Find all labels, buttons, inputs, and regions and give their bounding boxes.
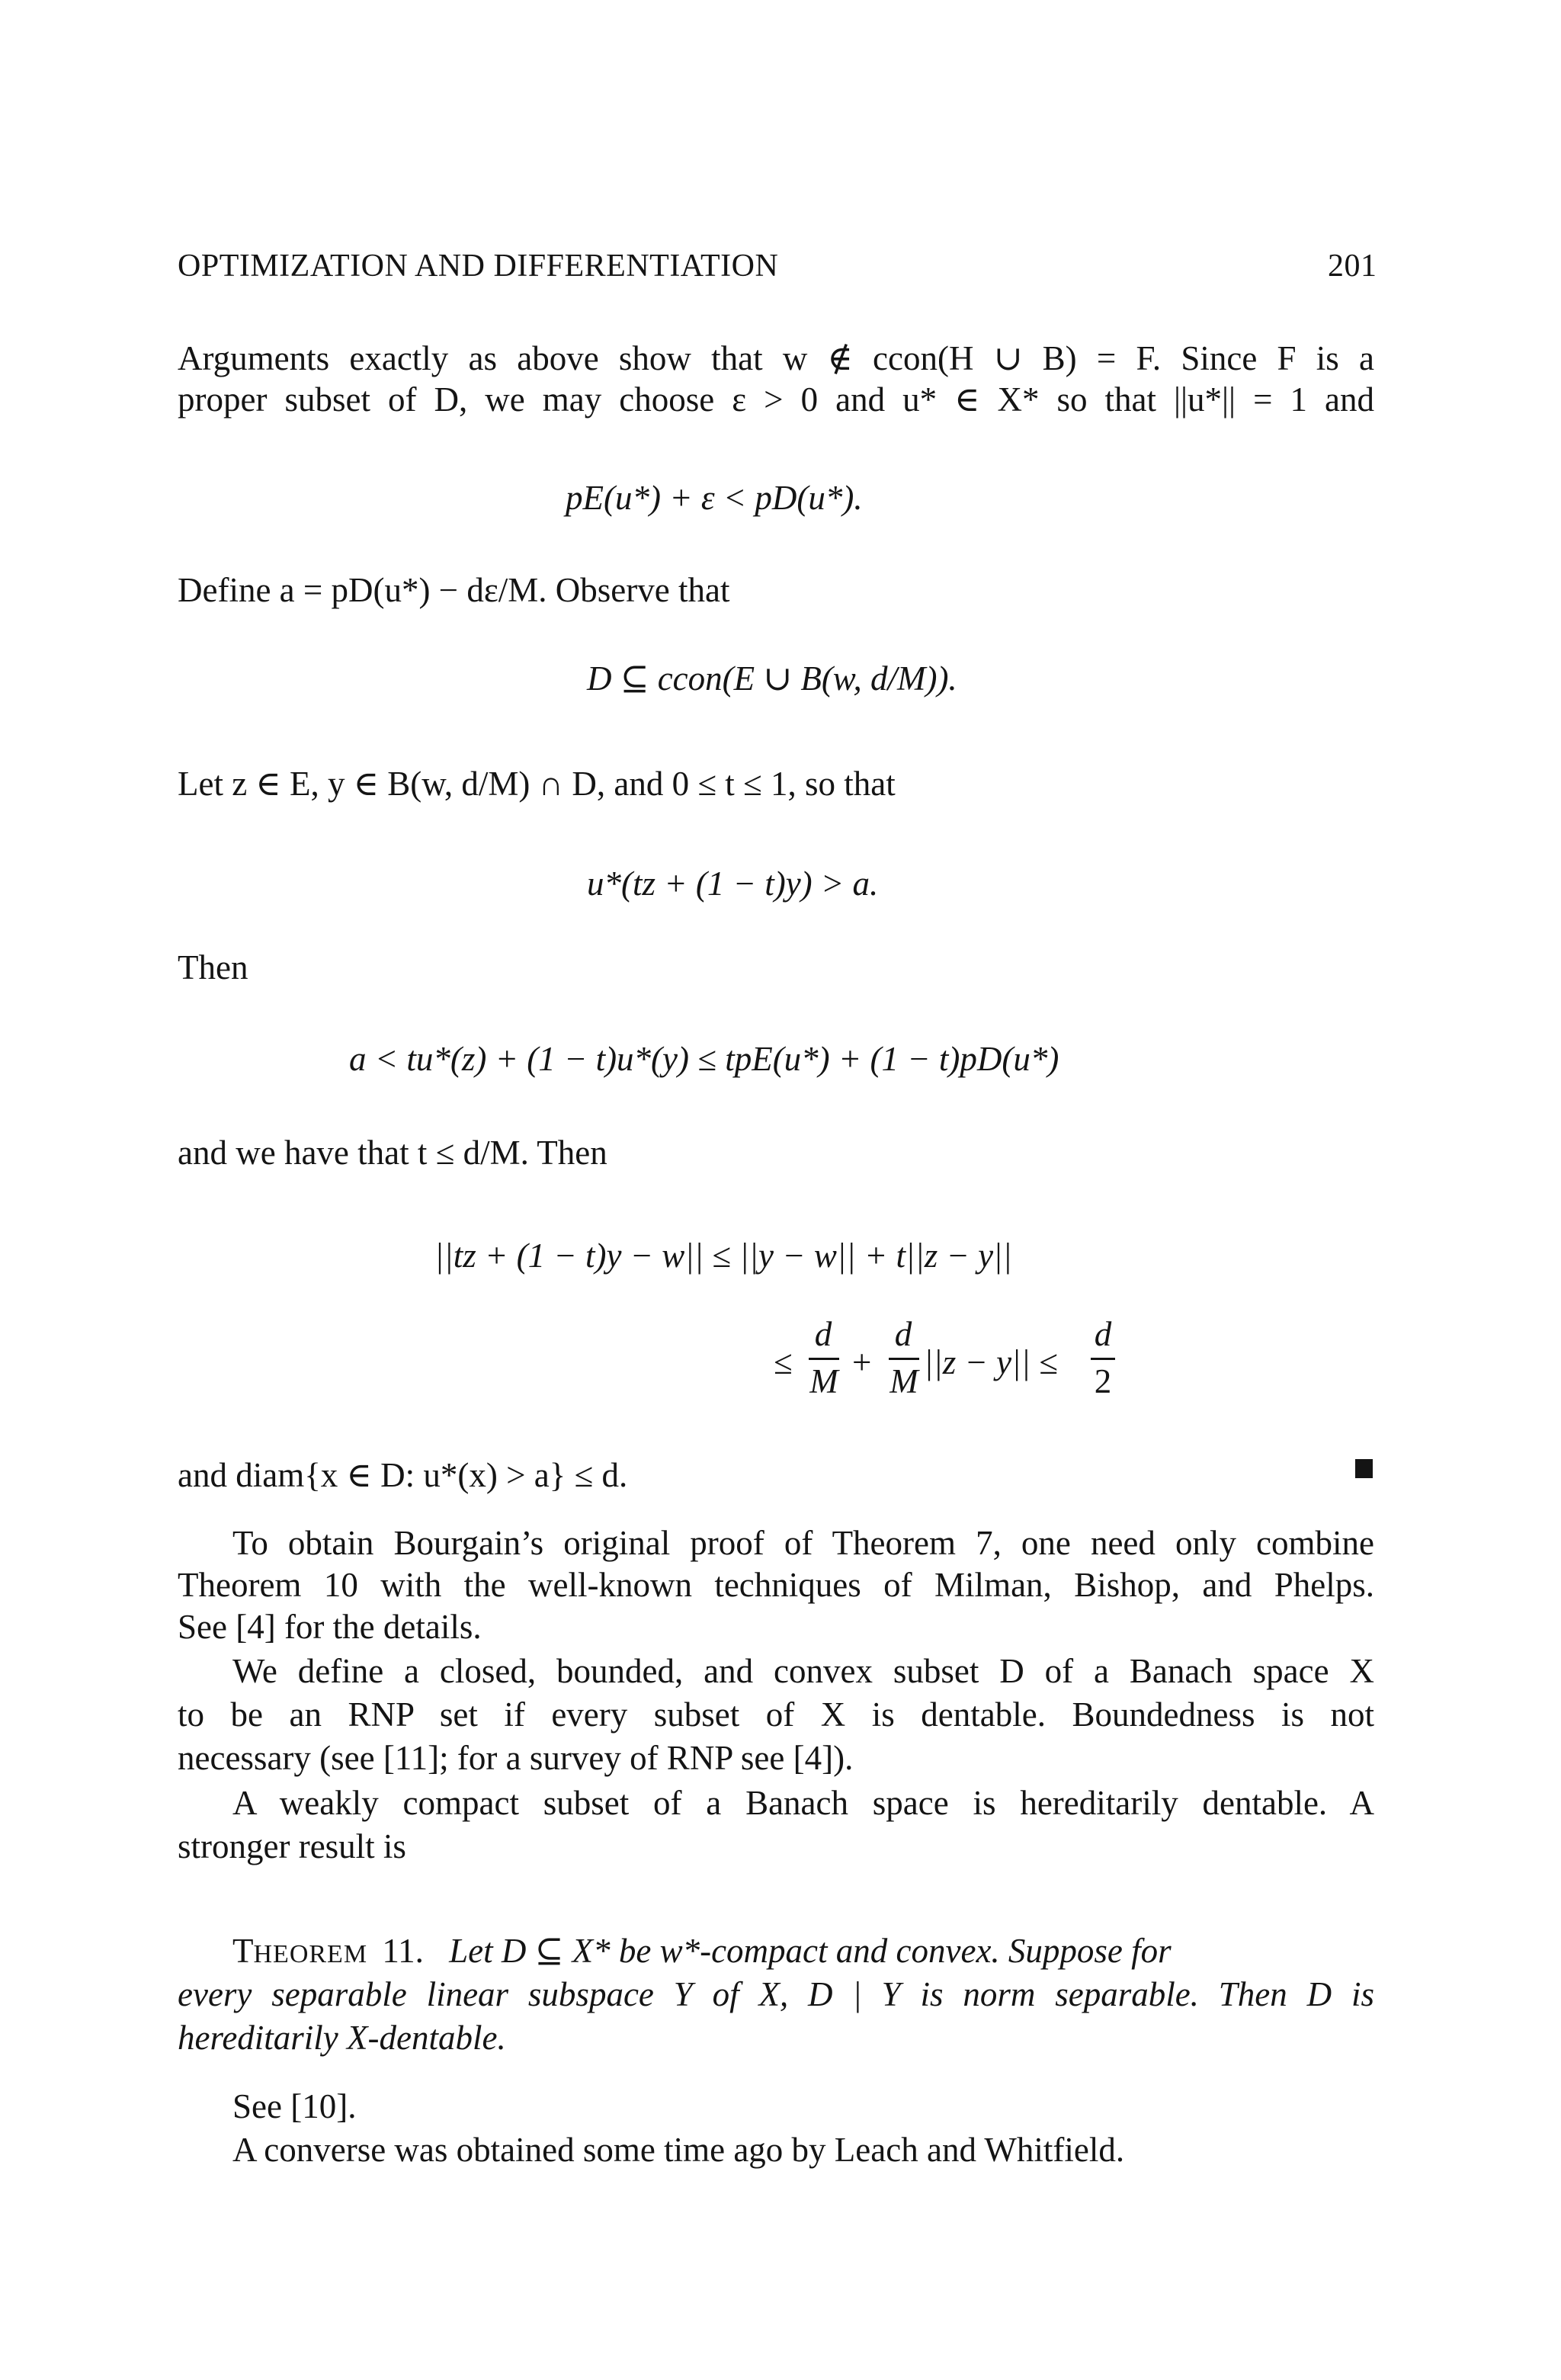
running-header-title: OPTIMIZATION AND DIFFERENTIATION <box>178 249 779 284</box>
eq6-leq-symbol: ≤ <box>774 1343 793 1381</box>
paragraph-4-line-1: A weakly compact subset of a Banach space is hereditarily dentable. A <box>232 1784 1374 1822</box>
paragraph-1-line-1: Arguments exactly as above show that w ∉ ccon(H ∪ B) = F. Since F is a <box>178 339 1374 377</box>
see-reference-line: See [10]. <box>232 2087 357 2125</box>
paragraph-3-line-2: to be an RNP set if every subset of X is dentable. Boundedness is not <box>178 1695 1374 1734</box>
fraction-1-denominator: M <box>809 1362 838 1400</box>
theorem-statement-line-1: Let D ⊆ X* be w*-compact and convex. Suppose for <box>449 1932 1172 1970</box>
fraction-2-denominator: M <box>889 1362 918 1400</box>
eq6-middle-term: ||z − y|| ≤ <box>924 1343 1058 1381</box>
fraction-3-bar <box>1091 1358 1115 1360</box>
and-we-have-line: and we have that t ≤ d/M. Then <box>178 1134 607 1172</box>
theorem-11-first-line <box>232 1934 1374 1968</box>
fraction-1-numerator: d <box>814 1315 832 1353</box>
theorem-statement-line-3: hereditarily X-dentable. <box>178 2019 506 2057</box>
display-equation-4: a < tu*(z) + (1 − t)u*(y) ≤ tpE(u*) + (1 − t)pD(u*) <box>349 1040 1059 1078</box>
display-equation-1: pE(u*) + ε < pD(u*). <box>566 479 863 517</box>
fraction-3-numerator: d <box>1094 1315 1112 1353</box>
let-line: Let z ∈ E, y ∈ B(w, d/M) ∩ D, and 0 ≤ t ≤ 1, so that <box>178 765 896 803</box>
paragraph-3-line-1: We define a closed, bounded, and convex subset D of a Banach space X <box>232 1652 1374 1690</box>
paragraph-2-line-3: See [4] for the details. <box>178 1608 482 1646</box>
theorem-label: THEOREM <box>232 1932 368 1970</box>
page-number: 201 <box>1328 249 1377 284</box>
display-equation-3: u*(tz + (1 − t)y) > a. <box>587 864 879 903</box>
eq6-plus-symbol: + <box>852 1343 872 1381</box>
theorem-number: 11. <box>382 1932 424 1970</box>
display-equation-2: D ⊆ ccon(E ∪ B(w, d/M)). <box>587 659 957 698</box>
converse-line: A converse was obtained some time ago by Leach and Whitfield. <box>232 2131 1125 2169</box>
paragraph-3-line-3: necessary (see [11]; for a survey of RNP see [4]). <box>178 1739 854 1777</box>
paragraph-4-line-2: stronger result is <box>178 1827 406 1865</box>
paragraph-2-line-1: To obtain Bourgain’s original proof of Theorem 7, one need only combine <box>232 1524 1374 1562</box>
fraction-2-numerator: d <box>894 1315 912 1353</box>
fraction-3-denominator: 2 <box>1094 1362 1112 1400</box>
fraction-2-bar <box>889 1358 919 1360</box>
diam-line: and diam{x ∈ D: u*(x) > a} ≤ d. <box>178 1456 628 1494</box>
paragraph-1-line-2: proper subset of D, we may choose ε > 0 and u* ∈ X* so that ||u*|| = 1 and <box>178 380 1374 419</box>
define-line: Define a = pD(u*) − dε/M. Observe that <box>178 571 730 609</box>
then-word: Then <box>178 948 248 986</box>
theorem-statement-line-2: every separable linear subspace Y of X, D | Y is norm separable. Then D is <box>178 1975 1374 2013</box>
display-equation-5: ||tz + (1 − t)y − w|| ≤ ||y − w|| + t||z − y|| <box>434 1237 1012 1275</box>
fraction-1-bar <box>809 1358 839 1360</box>
paragraph-2-line-2: Theorem 10 with the well-known techniques of Milman, Bishop, and Phelps. <box>178 1566 1374 1604</box>
end-of-proof-square <box>1355 1459 1373 1478</box>
